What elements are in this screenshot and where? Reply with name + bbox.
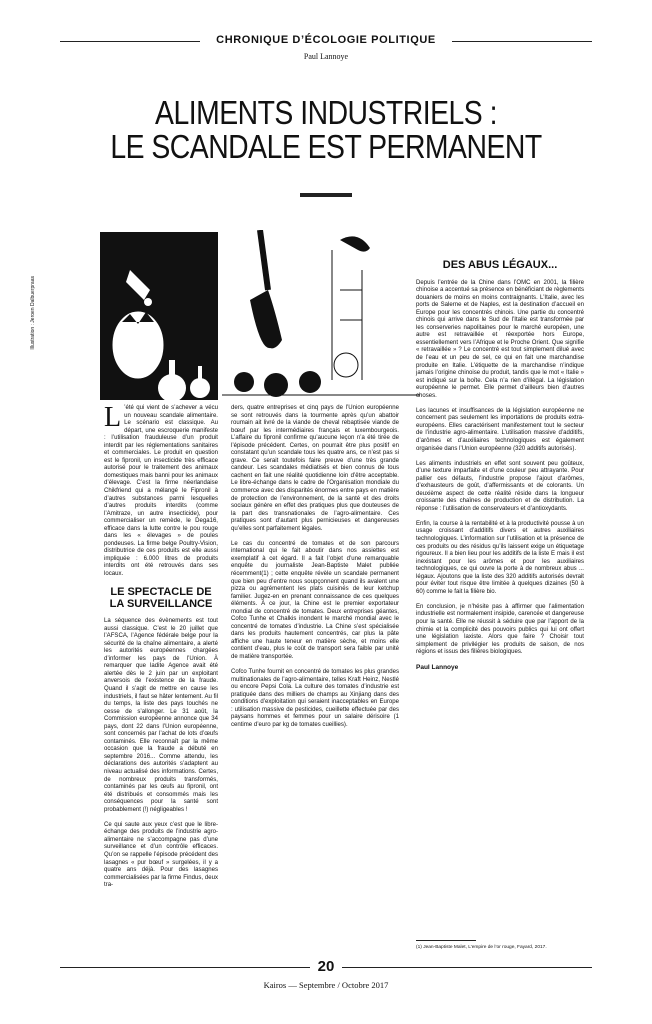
middle-column bbox=[231, 405, 399, 737]
page-number: 20 bbox=[317, 958, 335, 975]
section-kicker: CHRONIQUE D’ÉCOLOGIE POLITIQUE bbox=[216, 34, 436, 46]
paragraph: La séquence des évènements est tout aussi classique. C’est le 20 juillet que l’AFSCA, l’Agence fédérale belge pour la sécurité de la chaîne alimentaire, a alerté les autorités européennes chargées d’informer les pays de l’Union. À remarquer que ladite Agence avait été alertée dès le 2 juin par un exploitant anversois de l’existence de la fraude. Quand il s’agit de mettre en cause les industriels, il faut se hâter lentement. Au fil du temps, la liste des pays touchés ne cesse de s’allonger. Le 31 août, la Commission européenne annonce que 34 pays, dont 22 dans l’Union européenne, sont concernés par l’achat de lots d’œufs contaminés. Elle reconnaît par la même occasion que la fraude a débuté en septembre 2016... Comme attendu, les déclarations des autorités s’adaptent au niveau actualisé des informations. Certes, de nombreux produits transformés, contaminés par les œufs au fipronil, ont été distribués et consommés mais les conséquences pour la santé sont probablement (!) négligeables ! bbox=[104, 618, 218, 813]
left-column bbox=[104, 402, 218, 897]
folio: Kairos — Septembre / Octobre 2017 bbox=[263, 980, 389, 990]
footer-rule-left bbox=[60, 967, 310, 968]
footnote: (1) Jean-Baptiste Malet, L’empire de l’or rouge, Fayard, 2017. bbox=[416, 945, 547, 950]
article-title bbox=[46, 96, 607, 164]
illustration bbox=[100, 230, 420, 400]
paragraph: Ce qui saute aux yeux c’est que le libre-échange des produits de l’industrie agro-alimentaire ne s’accompagne pas d’une surveillance et d’un contrôle efficaces. Qu’on se rappelle l’épisode précédent des lasagnes « pur bœuf » surgelées, il y a quatre ans déjà. Pour des lasagnes commercialisées par la firme Findus, deux tra- bbox=[104, 821, 218, 889]
footnote-rule bbox=[416, 940, 476, 941]
footer-rule-right bbox=[342, 967, 592, 968]
paragraph: Les lacunes et insuffisances de la législation européenne ne concernent pas seulement les importations de produits extra-européens. Elles caractérisent manifestement tout le secteur de l’industrie agro-alimentaire. L’utilisation massive d’additifs, d’arômes et d’auxiliaires technologiques est également organisée dans l’Union européenne (320 additifs autorisés). bbox=[416, 407, 584, 452]
subheading-abus-legaux: DES ABUS LÉGAUX... bbox=[442, 259, 558, 271]
title-line-1: ALIMENTS INDUSTRIELS : bbox=[155, 94, 497, 131]
subheading-surveillance: LE SPECTACLE DE LA SURVEILLANCE bbox=[109, 586, 213, 611]
signature: Paul Lannoye bbox=[416, 664, 459, 672]
paragraph: Depuis l’entrée de la Chine dans l’OMC en 2001, la filière chinoise a accentué sa présence en bénéficiant de règlements douaniers de moins en moins contraignants. L’Italie, avec les ports de Salerne et de Naples, est la destination d’accueil en Europe pour les concentrés chinois. Une partie du concentré chinois qui arrive dans le Sud de l’Italie est transformée par les conserveries napolitaines pour le marché européen, une autre est retravaillée et réexportée hors Europe, essentiellement vers l’Afrique et le Proche Orient. Que signifie « retravaillée » ? Le concentré est tout simplement dilué avec de l’eau et un peu de sel, ce qui en fait une marchandise produite en Italie. L’étiquette de la marchandise n’indique jamais l’origine chinoise du produit, tandis que le mot « Italie » est indiqué sur la boîte. Cela n’a rien d’illégal. La législation européenne le permet. Elle permet d’ailleurs bien d’autres choses. bbox=[416, 279, 584, 399]
title-underline bbox=[300, 193, 352, 197]
title-line-2: LE SCANDALE EST PERMANENT bbox=[110, 128, 542, 165]
paragraph: Le cas du concentré de tomates et de son parcours international qui le fait aboutir dans nos assiettes est exemplatif à cet égard. Il a fait l’objet d’une remarquable enquête du journaliste Jean-Baptiste Malet publiée récemment(1) ; cette enquête révèle un scandale permanent que bien peu d’entre nous soupçonnent quand ils avalent une pizza ou agrémentent les plats cuisinés de leur ketchup familier. Jugez-en en prenant connaissance de ces quelques éléments. À ce jour, la Chine est le premier exportateur mondial de concentré de tomates. Deux entreprises géantes, Cofco Tunhe et Chalkis inondent le marché mondial avec le concentré de tomates d’industrie. La Chine s’est spécialisée dans les produits hautement concentrés, car plus la pâte affiche une haute teneur en matière sèche, et moins elle contient d’eau, plus le coût de transport sera faible par unité de matière transportée. bbox=[231, 540, 399, 660]
paragraph: Les aliments industriels en effet sont souvent peu goûteux, d’une texture imparfaite et d’une couleur peu attrayante. Pour pallier ces défauts, l’industrie propose l’ajout d’arômes, d’exhausteurs de goût, d’affermissants et de colorants. Un deuxième aspect de cette réalité réside dans la longueur croissante des chaînes de production et de distribution. La réponse : l’utilisation de conservateurs et d’antioxydants. bbox=[416, 460, 584, 512]
paragraph: En conclusion, je n’hésite pas à affirmer que l’alimentation industrielle est normalement insipide, carencée et dangereuse pour la santé. Elle ne réussit à séduire que par l’apport de la chimie et la complicité des pouvoirs publics qui lui ont offert une législation laxiste. Alors que faire ? Choisir tout simplement de privilégier les produits de saison, de nos régions et issus des filières biologiques. bbox=[416, 603, 584, 656]
right-column bbox=[416, 259, 584, 672]
intro-paragraph: L ’été qui vient de s’achever a vécu un nouveau scandale alimentaire. Le scénario est classique. Au départ, une escroquerie manifeste : l’utilisation frauduleuse d’un produit interdit par les réglementations sanitaires et commerciales. Le produit en question est le fipronil, un insecticide très efficace autorisé pour le traitement des animaux domestiques mais banni pour les animaux d’élevage. C’est la firme néerlandaise Chikfriend qui a mélangé le Fipronil à d’autres substances parmi lesquelles d’autres produits interdits (comme l’Amitraze, un autre insecticide), pour commercialiser un remède, le Dega16, efficace dans la lutte contre le pou rouge dans les « élevages » de poules pondeuses. La firme belge Poultry-Vision, distributrice de ces produits est elle aussi impliquée : 6.000 litres de produits interdits ont été retrouvés dans ses locaux. bbox=[104, 402, 218, 578]
byline: Paul Lannoye bbox=[303, 52, 349, 61]
illustration-credit: Illustration : Jeroen Dalbuerpraas bbox=[30, 276, 36, 350]
paragraph: ders, quatre entreprises et cinq pays de l’Union européenne se sont retrouvés dans la tourmente après qu’un abattoir roumain ait livré de la viande de cheval rebaptisée viande de bœuf par les intermédiaires français et luxembourgeois. L’affaire du fipronil confirme qu’aucune leçon n’a été tirée de l’épisode précédent. Certes, on pourrait être plus positif en constatant qu’un scandale tous les quatre ans, ce n’est pas si grave. Ce serait toutefois faire preuve d’une très grande candeur. Les scandales médiatisés et bien connus de tous cachent en fait une réalité quotidienne loin d’être acceptable. Le libre-échange dans le cadre de l’Organisation mondiale du commerce avec des disparités énormes entre pays en matière de protection de l’environnement, de la santé et des droits sociaux génère en effet des pratiques plus que douteuses de la part des transnationales de l’agro-alimentaire. Ces pratiques sont d’autant plus pernicieuses et dangereuses qu’elles sont parfaitement légales. bbox=[231, 405, 399, 532]
drop-cap: L bbox=[104, 402, 122, 433]
paragraph: Cofco Tunhe fournit en concentré de tomates les plus grandes multinationales de l’agro-alimentaire, telles Kraft Heinz, Nestlé ou encore Pepsi Cola. La culture des tomates d’industrie est pratiquée dans des milliers de champs au Xinjiang dans des conditions d’exploitation qui seraient inacceptables en Europe : utilisation massive de pesticides, cueillette effectuée par des paysans hommes et femmes pour un salaire dérisoire (1 centime d’euro par kg de tomates cueillies). bbox=[231, 669, 399, 728]
paragraph: Enfin, la course à la rentabilité et à la productivité pousse à un usage croissant d’additifs divers et autres auxiliaires technologiques. L’information sur l’utilisation et la présence de ces produits ou des résidus qu’ils laissent exige un étiquetage rigoureux. Il a bien lieu pour les additifs de la liste E mais il est inexistant pour les arômes et pour les auxiliaires technologiques, ce qui ouvre la porte à de nombreux abus ... légaux. Ajoutons que la liste des 320 additifs autorisés devrait pour éviter tout risque être limitée à quelques dizaines (50 à 60) comme le fait la filière bio. bbox=[416, 520, 584, 595]
